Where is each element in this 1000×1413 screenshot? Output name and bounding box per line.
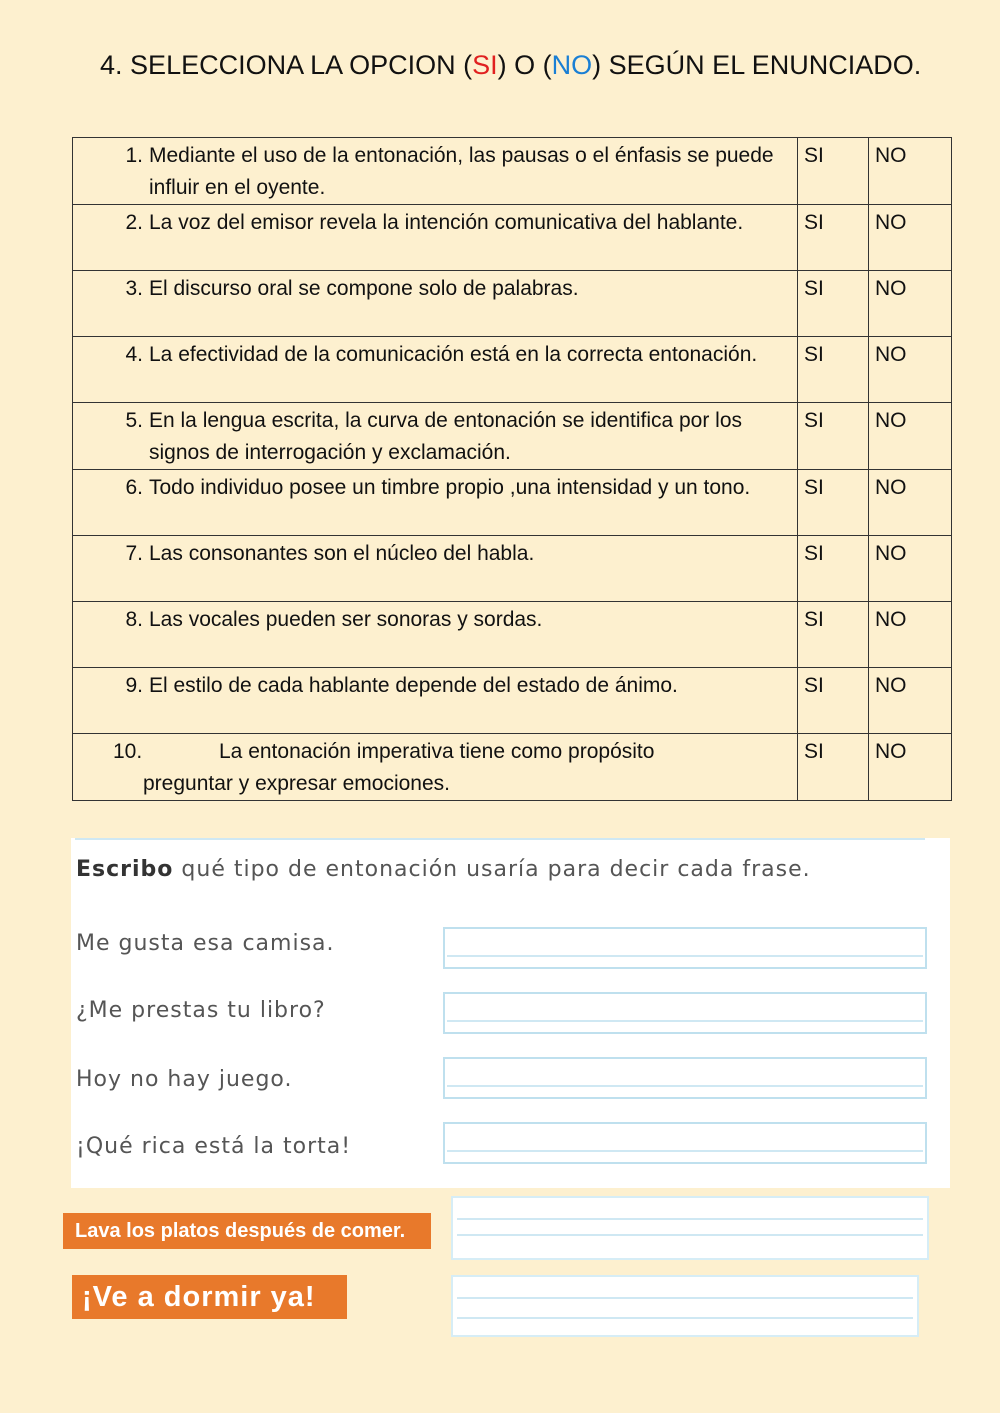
question-cell xyxy=(73,602,798,668)
question-cell xyxy=(73,536,798,602)
question-text: Todo individuo posee un timbre propio ,una intensidad y un tono. xyxy=(149,476,751,499)
no-option[interactable]: NO xyxy=(869,403,952,470)
answer-line xyxy=(457,1218,923,1220)
answer-line xyxy=(457,1297,913,1299)
question-cell xyxy=(73,470,798,536)
quiz-row xyxy=(73,602,952,668)
intonation-exercise xyxy=(71,838,950,1188)
quiz-row xyxy=(73,138,952,205)
question-number: 6. xyxy=(125,476,143,499)
answer-field-3[interactable] xyxy=(443,1057,927,1099)
question-text-line-2: preguntar y expresar emociones. xyxy=(143,772,450,795)
answer-field-2[interactable] xyxy=(443,992,927,1034)
si-option[interactable]: SI xyxy=(798,337,869,403)
quiz-row xyxy=(73,470,952,536)
question-text: En la lengua escrita, la curva de entonación se identifica por los signos de interrogación y exclamación. xyxy=(149,409,743,464)
quiz-row xyxy=(73,205,952,271)
question-cell xyxy=(73,668,798,734)
quiz-row xyxy=(73,536,952,602)
quiz-row xyxy=(73,668,952,734)
quiz-table xyxy=(72,137,952,801)
answer-field-1[interactable] xyxy=(443,927,927,969)
si-option[interactable]: SI xyxy=(798,205,869,271)
heading-text-after: ) SEGÚN EL ENUNCIADO. xyxy=(592,50,922,80)
si-option[interactable]: SI xyxy=(798,271,869,337)
heading-text-middle: ) O ( xyxy=(497,50,552,80)
si-option[interactable]: SI xyxy=(798,668,869,734)
phrase-3: Hoy no hay juego. xyxy=(76,1067,293,1092)
question-text-line-1: La entonación imperativa tiene como propósito xyxy=(219,740,655,763)
question-number: 10. xyxy=(113,740,143,763)
exercise-instructions xyxy=(76,852,836,888)
heading-no: NO xyxy=(551,50,593,80)
answer-line xyxy=(457,1317,913,1319)
quiz-row xyxy=(73,271,952,337)
page-heading xyxy=(100,50,921,81)
phrase-2: ¿Me prestas tu libro? xyxy=(76,998,326,1023)
quiz-row xyxy=(73,337,952,403)
question-cell xyxy=(73,138,798,205)
phrase-4: ¡Qué rica está la torta! xyxy=(76,1134,352,1159)
imperative-phrase-2: ¡Ve a dormir ya! xyxy=(72,1275,347,1319)
answer-line xyxy=(457,1234,923,1236)
question-text: El discurso oral se compone solo de palabras. xyxy=(149,277,579,300)
instructions-text: qué tipo de entonación usaría para decir cada frase. xyxy=(181,857,811,882)
no-option[interactable]: NO xyxy=(869,470,952,536)
no-option[interactable]: NO xyxy=(869,205,952,271)
question-cell xyxy=(73,205,798,271)
si-option[interactable]: SI xyxy=(798,403,869,470)
question-number: 9. xyxy=(125,674,143,697)
imperative-phrase-1: Lava los platos después de comer. xyxy=(63,1213,431,1249)
question-number: 7. xyxy=(125,542,143,565)
question-number: 4. xyxy=(125,343,143,366)
si-option[interactable]: SI xyxy=(798,536,869,602)
no-option[interactable]: NO xyxy=(869,602,952,668)
phrase-1: Me gusta esa camisa. xyxy=(76,931,335,956)
question-cell xyxy=(73,271,798,337)
question-text: El estilo de cada hablante depende del estado de ánimo. xyxy=(149,674,678,697)
question-number: 1. xyxy=(125,144,143,167)
heading-number: 4. xyxy=(100,50,123,80)
answer-field-6[interactable] xyxy=(451,1275,919,1337)
question-text: La voz del emisor revela la intención comunicativa del hablante. xyxy=(149,211,744,234)
answer-field-4[interactable] xyxy=(443,1122,927,1164)
divider xyxy=(75,838,925,844)
si-option[interactable]: SI xyxy=(798,602,869,668)
question-number: 5. xyxy=(125,409,143,432)
question-text: La efectividad de la comunicación está en la correcta entonación. xyxy=(149,343,758,366)
no-option[interactable]: NO xyxy=(869,668,952,734)
question-cell xyxy=(73,734,798,801)
answer-field-5[interactable] xyxy=(451,1196,929,1260)
question-number: 2. xyxy=(125,211,143,234)
question-cell xyxy=(73,403,798,470)
no-option[interactable]: NO xyxy=(869,271,952,337)
si-option[interactable]: SI xyxy=(798,734,869,801)
question-cell xyxy=(73,337,798,403)
question-text: Las vocales pueden ser sonoras y sordas. xyxy=(149,608,543,631)
no-option[interactable]: NO xyxy=(869,337,952,403)
question-text: Mediante el uso de la entonación, las pausas o el énfasis se puede influir en el oyente. xyxy=(149,144,774,199)
no-option[interactable]: NO xyxy=(869,734,952,801)
heading-si: SI xyxy=(472,50,498,80)
si-option[interactable]: SI xyxy=(798,470,869,536)
instructions-bold: Escribo xyxy=(76,857,174,882)
no-option[interactable]: NO xyxy=(869,138,952,205)
quiz-row xyxy=(73,403,952,470)
question-number: 3. xyxy=(125,277,143,300)
no-option[interactable]: NO xyxy=(869,536,952,602)
heading-text-before: SELECCIONA LA OPCION ( xyxy=(130,50,473,80)
si-option[interactable]: SI xyxy=(798,138,869,205)
question-number: 8. xyxy=(125,608,143,631)
quiz-row xyxy=(73,734,952,801)
question-text: Las consonantes son el núcleo del habla. xyxy=(149,542,535,565)
